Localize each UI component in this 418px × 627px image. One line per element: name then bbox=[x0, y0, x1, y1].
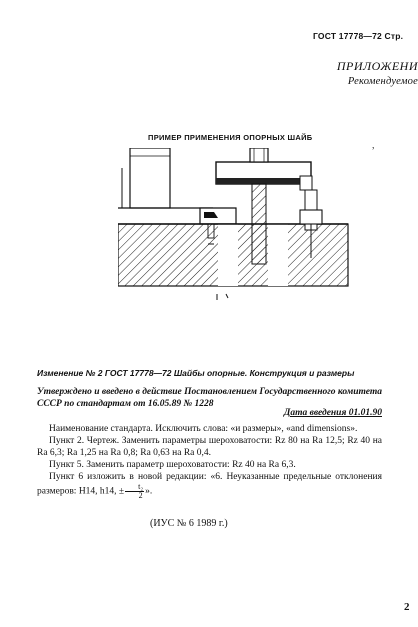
amendment-body bbox=[37, 423, 382, 500]
standard-header: ГОСТ 17778—72 Стр. bbox=[313, 31, 404, 41]
workpiece bbox=[118, 148, 213, 208]
paragraph-item-2: Пункт 2. Чертеж. Заменить параметры шероховатости: Rz 80 на Ra 12,5; Rz 40 на Ra 6,3; Ra 1,25 на Ra 0,8; Ra 0,63 на Ra 0,4. bbox=[37, 436, 382, 458]
paragraph-item-6-text: Пункт 6 изложить в новой редакции: «6. Неуказанные предельные отклонения размеров: H14, h14, ± bbox=[37, 472, 382, 497]
amendment-heading: Изменение № 2 ГОСТ 17778—72 Шайбы опорные. Конструкция и размеры bbox=[37, 368, 355, 378]
paragraph-item-5: Пункт 5. Заменить параметр шероховатости: Rz 40 на Ra 6,3. bbox=[49, 460, 296, 470]
tolerance-fraction bbox=[125, 483, 144, 500]
effective-date: Дата введения 01.01.90 bbox=[283, 408, 382, 418]
base-plate bbox=[118, 224, 348, 286]
paragraph-item-6-end: ». bbox=[145, 486, 153, 497]
washer-drawing bbox=[118, 148, 358, 308]
fraction-numerator: t₂ bbox=[125, 483, 144, 492]
approval-text: Утверждено и введено в действие Постановлением Государственного комитета СССР по стандартам от 16.05.89 № 1228 bbox=[37, 387, 382, 409]
page-number: 2 bbox=[404, 601, 410, 613]
stray-mark: , bbox=[372, 140, 375, 151]
paragraph-item-6 bbox=[37, 471, 382, 500]
figure-title: ПРИМЕР ПРИМЕНЕНИЯ ОПОРНЫХ ШАЙБ bbox=[148, 133, 313, 142]
appendix-title: ПРИЛОЖЕНИ bbox=[336, 59, 418, 73]
paragraph-title: Наименование стандарта. Исключить слова: «и размеры», «and dimensions». bbox=[49, 424, 358, 434]
source-reference: (ИУС № 6 1989 г.) bbox=[150, 518, 228, 529]
appendix-subtitle: Рекомендуемое bbox=[347, 76, 418, 87]
fraction-denominator: 2 bbox=[138, 491, 143, 500]
